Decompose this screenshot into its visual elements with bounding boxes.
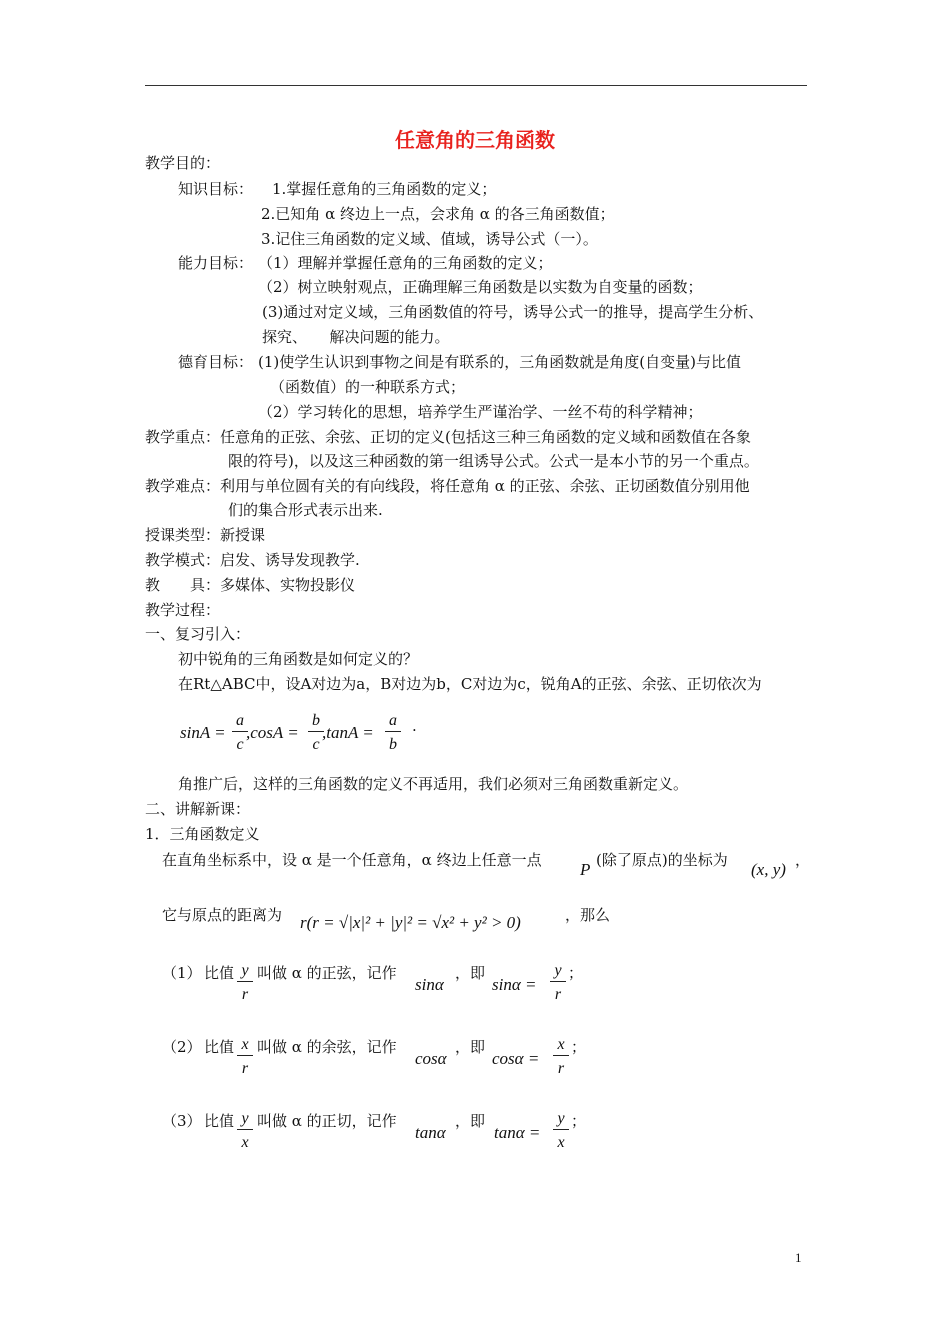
- ability-label: 能力目标：: [178, 254, 254, 272]
- moral-item-2: （2）学习转化的思想，培养学生严谨治学、一丝不苟的科学精神；: [258, 403, 703, 421]
- ability-item-1: （1）理解并掌握任意角的三角函数的定义；: [258, 254, 553, 272]
- numerator: a: [385, 712, 401, 732]
- distance-formula: r(r = √|x|² + |y|² = √x² + y² > 0): [300, 913, 521, 932]
- comma: ，: [795, 851, 811, 869]
- tan-ratio-word: 比值: [204, 1112, 235, 1130]
- ability-item-2: （2）树立映射观点，正确理解三角函数是以实数为自变量的函数；: [258, 278, 703, 296]
- fraction-x-over-r: [237, 1036, 253, 1079]
- knowledge-label: 知识目标：: [178, 180, 254, 198]
- definition-heading: 1．三角函数定义: [145, 825, 260, 843]
- cos-equation: cosα =: [492, 1049, 540, 1068]
- definition-then: ，那么: [565, 906, 611, 924]
- cos-semicolon: ；: [571, 1038, 587, 1056]
- denominator: c: [236, 736, 244, 753]
- formula-sin-a: sinA =: [180, 723, 226, 742]
- tan-equation: tanα =: [494, 1123, 541, 1142]
- formula-end: .: [412, 717, 417, 735]
- knowledge-item-2: 2.已知角 α 终边上一点，会求角 α 的各三角函数值；: [261, 205, 615, 223]
- sin-equation: sinα =: [492, 975, 537, 994]
- header-rule: [145, 85, 807, 86]
- teaching-process: 教学过程：: [145, 601, 221, 619]
- definition-line-2: 它与原点的距离为: [162, 906, 283, 924]
- sin-ji: ，即: [455, 964, 486, 982]
- numerator: y: [553, 1110, 569, 1130]
- cos-label: （2）: [162, 1038, 202, 1056]
- cos-description: 叫做 α 的余弦，记作: [257, 1038, 397, 1056]
- denominator: b: [389, 736, 397, 753]
- tan-ji: ，即: [455, 1112, 486, 1130]
- ability-item-3: (3)通过对定义域，三角函数值的符号，诱导公式一的推导，提高学生分析、: [262, 303, 764, 321]
- numerator: x: [553, 1036, 569, 1056]
- ability-item-3-cont: 探究、 解决问题的能力。: [262, 328, 450, 346]
- tan-description: 叫做 α 的正切，记作: [257, 1112, 397, 1130]
- numerator: y: [550, 962, 566, 982]
- denominator: c: [312, 736, 320, 753]
- sin-symbol: sinα: [415, 975, 444, 994]
- denominator: r: [241, 986, 249, 1003]
- point-p: P: [580, 860, 591, 879]
- numerator: y: [237, 1110, 253, 1130]
- sin-ratio-word: 比值: [204, 964, 235, 982]
- sin-semicolon: ；: [568, 964, 584, 982]
- formula-tan-a: ,tanA =: [322, 723, 374, 742]
- teaching-difficulty-cont: 们的集合形式表示出来.: [228, 501, 383, 519]
- definition-origin-note: (除了原点)的坐标为: [596, 851, 728, 869]
- numerator: a: [232, 712, 248, 732]
- denominator: r: [557, 1060, 565, 1077]
- tan-symbol: tanα: [415, 1123, 446, 1142]
- section-new-lesson: 二、讲解新课：: [145, 800, 251, 818]
- objective-heading: 教学目的：: [145, 154, 221, 172]
- fraction-y-over-r: [237, 962, 253, 1005]
- fraction-y-over-x-eq: [553, 1110, 569, 1153]
- denominator: x: [241, 1134, 249, 1151]
- denominator: x: [557, 1134, 565, 1151]
- review-rt-triangle: 在Rt△ABC中，设A对边为a，B对边为b，C对边为c，锐角A的正弦、余弦、正切依次为: [178, 675, 762, 693]
- teaching-difficulty: 教学难点：利用与单位圆有关的有向线段，将任意角 α 的正弦、余弦、正切函数值分别用他: [145, 477, 750, 495]
- knowledge-item-1: 1.掌握任意角的三角函数的定义；: [272, 180, 497, 198]
- coordinates-xy: (x, y): [751, 860, 786, 879]
- tan-label: （3）: [162, 1112, 202, 1130]
- cos-ji: ，即: [455, 1038, 486, 1056]
- denominator: r: [241, 1060, 249, 1077]
- teaching-focus: 教学重点：任意角的正弦、余弦、正切的定义(包括这三种三角函数的定义域和函数值在各象: [145, 428, 751, 446]
- review-question: 初中锐角的三角函数是如何定义的？: [178, 650, 419, 668]
- cos-ratio-word: 比值: [204, 1038, 235, 1056]
- generalize-note: 角推广后，这样的三角函数的定义不再适用，我们必须对三角函数重新定义。: [178, 775, 689, 793]
- teaching-mode: 教学模式：启发、诱导发现教学.: [145, 551, 360, 569]
- teaching-focus-cont: 限的符号)，以及这三种函数的第一组诱导公式。公式一是本小节的另一个重点。: [228, 452, 759, 470]
- numerator: y: [237, 962, 253, 982]
- fraction-y-over-x: [237, 1110, 253, 1153]
- moral-item-1: (1)使学生认识到事物之间是有联系的，三角函数就是角度(自变量)与比值: [258, 353, 741, 371]
- teaching-tools: 教 具：多媒体、实物投影仪: [145, 576, 356, 594]
- cos-symbol: cosα: [415, 1049, 447, 1068]
- lesson-type: 授课类型：新授课: [145, 526, 266, 544]
- numerator: b: [308, 712, 324, 732]
- formula-cos-a: ,cosA =: [246, 723, 299, 742]
- sin-label: （1）: [162, 964, 202, 982]
- moral-label: 德育目标：: [178, 353, 254, 371]
- fraction-a-over-b: [385, 712, 401, 755]
- definition-line-1: 在直角坐标系中，设 α 是一个任意角，α 终边上任意一点: [162, 851, 542, 869]
- fraction-x-over-r-eq: [553, 1036, 569, 1079]
- knowledge-item-3: 3.记住三角函数的定义域、值域，诱导公式（一）。: [261, 230, 598, 248]
- fraction-y-over-r-eq: [550, 962, 566, 1005]
- tan-semicolon: ；: [571, 1112, 587, 1130]
- section-review: 一、复习引入：: [145, 625, 251, 643]
- moral-item-1-cont: （函数值）的一种联系方式；: [270, 378, 466, 396]
- denominator: r: [554, 986, 562, 1003]
- sin-description: 叫做 α 的正弦，记作: [257, 964, 397, 982]
- page-number: 1: [795, 1250, 802, 1265]
- numerator: x: [237, 1036, 253, 1056]
- page-title: 任意角的三角函数: [395, 128, 555, 152]
